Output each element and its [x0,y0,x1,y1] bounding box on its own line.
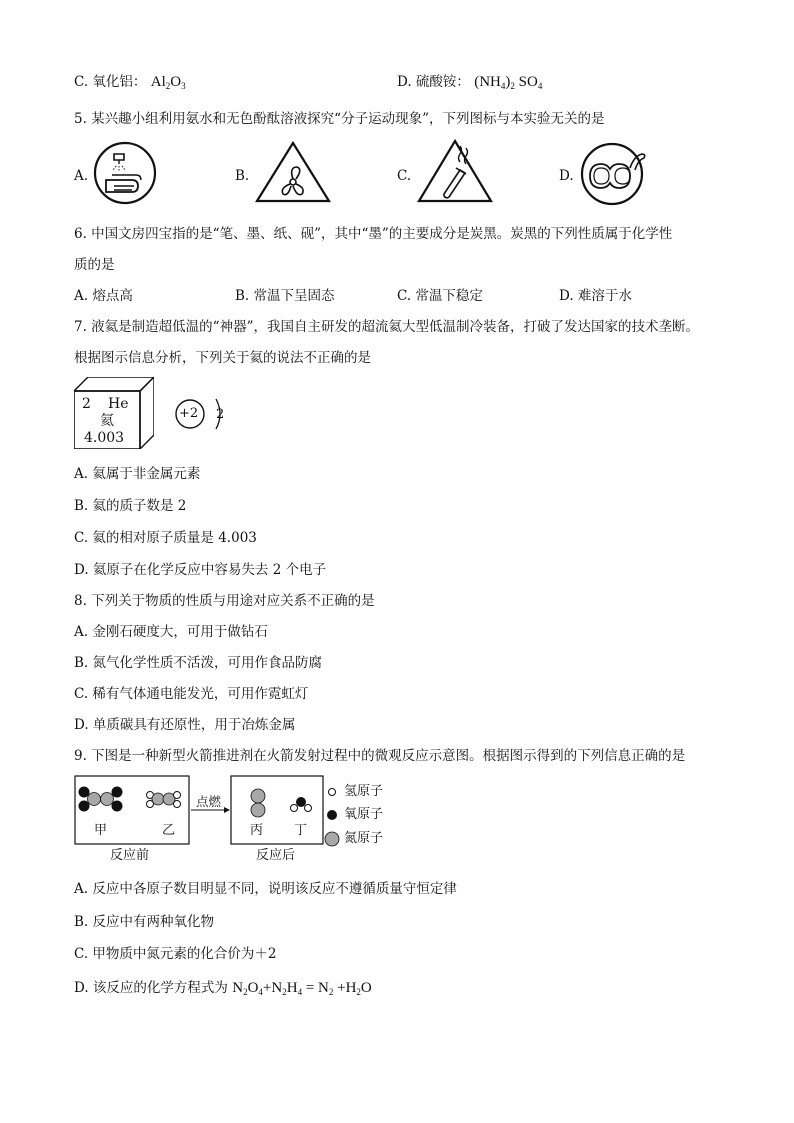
q4-option-c-formula: $Al_2O_3$ [150,74,186,91]
reaction-diagram [74,775,404,865]
q4-option-d-formula: $(NH_4)_2$ $SO_4$ [474,74,543,91]
q9-option-d [74,979,372,1001]
element-mass: 4.003 [84,430,125,446]
q7-option-b: B. 氦的质子数是 2 [74,498,187,514]
q8-stem: 8. 下列关于物质的性质与用途对应关系不正确的是 [74,593,375,609]
q6-option-d: D. 难溶于水 [559,288,632,304]
q9-option-d-equation: $N_2O_4+N_2H_4 = N_2 +H_2O$ [232,980,372,997]
q9-option-d-label: D. 该反应的化学方程式为 [74,980,228,996]
element-symbol: He [108,396,129,412]
q6-option-c: C. 常温下稳定 [397,288,483,304]
atom-nucleus-charge: +2 [179,406,199,421]
legend-hydrogen: 氢原子 [344,784,384,799]
legend-oxygen: 氧原子 [344,807,384,822]
q7-option-a: A. 氦属于非金属元素 [74,466,201,482]
q8-option-d: D. 单质碳具有还原性，用于冶炼金属 [74,717,296,733]
exhaust-fan-icon [254,140,332,208]
q4-option-d [397,73,542,95]
hand-wash-icon [92,140,158,210]
q6-stem-line2: 质的是 [74,257,115,273]
q4-option-c-label: C. 氧化铝： [74,74,147,90]
atom-electron-count: 2 [216,407,225,422]
q8-option-b: B. 氮气化学性质不活泼，可用作食品防腐 [74,655,323,671]
q5-option-c-letter: C. [397,168,412,184]
after-caption: 反应后 [256,848,296,863]
element-cell [74,377,154,449]
molecule-bing-label: 丙 [250,823,264,838]
q9-option-b: B. 反应中有两种氧化物 [74,914,215,930]
molecule-ding-label: 丁 [294,823,308,838]
q4-option-d-label: D. 硫酸铵： [397,74,470,90]
q5-stem: 5. 某兴趣小组利用氨水和无色酚酞溶液探究“分子运动现象”，下列图标与本实验无关的是 [74,111,605,127]
q5-option-b-letter: B. [235,168,250,184]
q8-option-a: A. 金刚石硬度大，可用于做钻石 [74,624,268,640]
q9-stem: 9. 下图是一种新型火箭推进剂在火箭发射过程中的微观反应示意图。根据图示得到的下列信息正确的是 [74,748,686,764]
q6-stem-line1: 6. 中国文房四宝指的是“笔、墨、纸、砚”，其中“墨”的主要成分是炭黑。炭黑的下列性质属于化学性 [74,226,673,242]
q9-option-c: C. 甲物质中氮元素的化合价为＋2 [74,946,277,962]
q5-option-d-letter: D. [559,168,574,184]
before-caption: 反应前 [110,848,150,863]
element-name: 氦 [100,413,114,429]
q7-option-c: C. 氦的相对原子质量是 4.003 [74,530,257,546]
q5-option-a-letter: A. [74,168,89,184]
q8-option-c: C. 稀有气体通电能发光，可用作霓虹灯 [74,686,309,702]
legend-nitrogen: 氮原子 [344,831,384,846]
molecule-jia-label: 甲 [94,823,108,838]
q9-option-a: A. 反应中各原子数目明显不同，说明该反应不遵循质量守恒定律 [74,881,457,897]
hot-test-tube-icon [416,138,494,208]
element-number: 2 [82,396,91,412]
q4-option-c [74,73,186,95]
q6-option-a: A. 熔点高 [74,288,133,304]
q7-stem-line2: 根据图示信息分析，下列关于氦的说法不正确的是 [74,350,371,366]
q7-stem-line1: 7. 液氦是制造超低温的“神器”，我国自主研发的超流氦大型低温制冷装备，打破了发达国家的技术垄断。 [74,319,699,335]
arrow-condition-label: 点燃 [196,794,222,809]
q6-option-b: B. 常温下呈固态 [235,288,335,304]
atom-structure-diagram [174,397,234,433]
q7-option-d: D. 氦原子在化学反应中容易失去 2 个电子 [74,562,327,578]
molecule-yi-label: 乙 [162,823,176,838]
goggles-icon [578,138,648,210]
